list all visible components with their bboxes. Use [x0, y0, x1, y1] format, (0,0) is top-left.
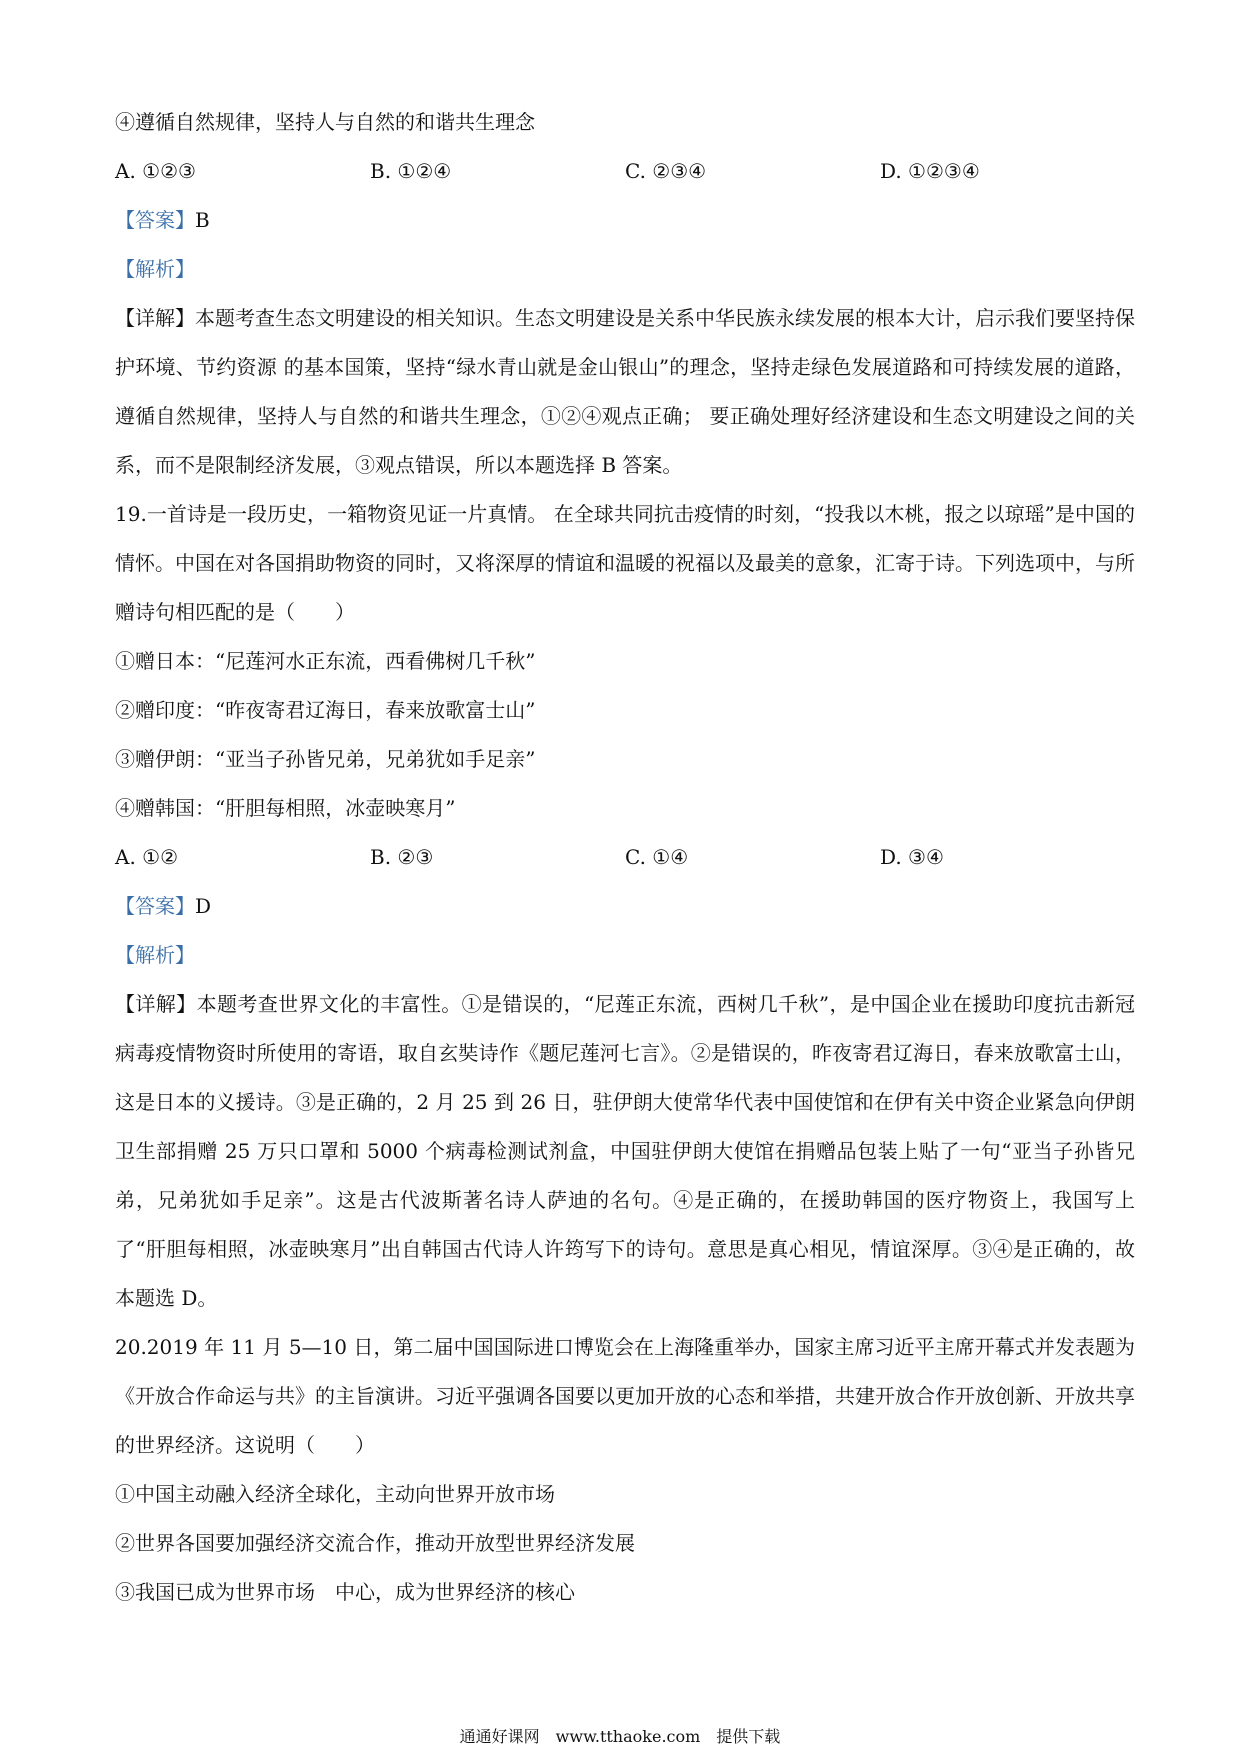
q19-statement-4: ④赠韩国：“肝胆每相照，冰壶映寒月” — [115, 796, 456, 820]
q19-statement-2: ②赠印度：“昨夜寄君辽海日，春来放歌富士山” — [115, 698, 536, 722]
q18-analysis — [115, 245, 1135, 294]
q18-answer — [115, 196, 1135, 245]
q18-option-d: D. ①②③④ — [880, 159, 980, 183]
q19-statement-1: ①赠日本：“尼莲河水正东流，西看佛树几千秋” — [115, 649, 536, 673]
analysis-label: 【解析】 — [115, 257, 195, 281]
document-page — [115, 98, 1135, 1617]
q20-statement-3: ③我国已成为世界市场 中心，成为世界经济的核心 — [115, 1580, 575, 1604]
q18-option-a: A. ①②③ — [115, 159, 196, 183]
q18-statement-4: ④遵循自然规律，坚持人与自然的和谐共生理念 — [115, 110, 535, 134]
q19-option-b: B. ②③ — [370, 845, 434, 869]
q19-stem: 19.一首诗是一段历史，一箱物资见证一片真情。 在全球共同抗击疫情的时刻，“投我以木桃，报之以琼瑶”是中国的情怀。中国在对各国捐助物资的同时，又将深厚的情谊和温暖的祝福以及最美的意象，汇寄于诗。下列选项中，与所赠诗句相匹配的是（ ） — [115, 502, 1135, 624]
detail-text: 本题考查世界文化的丰富性。①是错误的，“尼莲正东流，西树几千秋”，是中国企业在援助印度抗击新冠病毒疫情物资时所使用的寄语，取自玄奘诗作《题尼莲河七言》。②是错误的，昨夜寄君辽海日，春来放歌富士山，这是日本的义援诗。③是正确的，2 月 25 到 26 日，驻伊朗大使常华代表中国使馆和在伊有关中资企业紧急向伊朗卫生部捐赠 25 万只口罩和 5000 个病毒检测试剂盒，中国驻伊朗大使馆在捐赠品包装上贴了一句“亚当子孙皆兄弟，兄弟犹如手足亲”。这是古代波斯著名诗人萨迪的名句。④是正确的，在援助韩国的医疗物资上，我国写上了“肝胆每相照，冰壶映寒月”出自韩国古代诗人许筠写下的诗句。意思是真心相见，情谊深厚。③④是正确的，故本题选 D。 — [115, 992, 1136, 1310]
detail-label: 【详解】 — [115, 306, 195, 330]
page-footer: 通通好课网 www.tthaoke.com 提供下载 — [459, 1727, 781, 1746]
answer-value: B — [195, 208, 210, 232]
q20-stem: 20.2019 年 11 月 5—10 日，第二届中国国际进口博览会在上海隆重举办，国家主席习近平主席开幕式并发表题为《开放合作命运与共》的主旨演讲。习近平强调各国要以更加开放的心态和举措，共建开放合作开放创新、开放共享的世界经济。这说明（ ） — [115, 1335, 1135, 1457]
q19-option-a: A. ①② — [115, 845, 179, 869]
q18-options — [115, 147, 1135, 196]
q19-option-c: C. ①④ — [625, 845, 689, 869]
q19-options — [115, 833, 1135, 882]
q20-statement-1: ①中国主动融入经济全球化，主动向世界开放市场 — [115, 1482, 555, 1506]
q19-statement-3: ③赠伊朗：“亚当子孙皆兄弟，兄弟犹如手足亲” — [115, 747, 536, 771]
detail-text: 本题考查生态文明建设的相关知识。生态文明建设是关系中华民族永续发展的根本大计，启示我们要坚持保护环境、节约资源 的基本国策，坚持“绿水青山就是金山银山”的理念，坚持走绿色发展道路和可持续发展的道路，遵循自然规律，坚持人与自然的和谐共生理念，①②④观点正确； 要正确处理好经济建设和生态文明建设之间的关系，而不是限制经济发展，③观点错误，所以本题选择 B 答案。 — [115, 306, 1135, 477]
q18-option-b: B. ①②④ — [370, 159, 452, 183]
q18-detail — [115, 294, 1135, 490]
q20-statement-2: ②世界各国要加强经济交流合作，推动开放型世界经济发展 — [115, 1531, 635, 1555]
q19-detail — [115, 980, 1135, 1323]
q19-answer — [115, 882, 1135, 931]
answer-label: 【答案】 — [115, 208, 195, 232]
analysis-label: 【解析】 — [115, 943, 195, 967]
answer-label: 【答案】 — [115, 894, 195, 918]
answer-value: D — [195, 894, 212, 918]
q18-option-c: C. ②③④ — [625, 159, 707, 183]
q19-analysis — [115, 931, 1135, 980]
detail-label: 【详解】 — [115, 992, 197, 1016]
q19-option-d: D. ③④ — [880, 845, 944, 869]
